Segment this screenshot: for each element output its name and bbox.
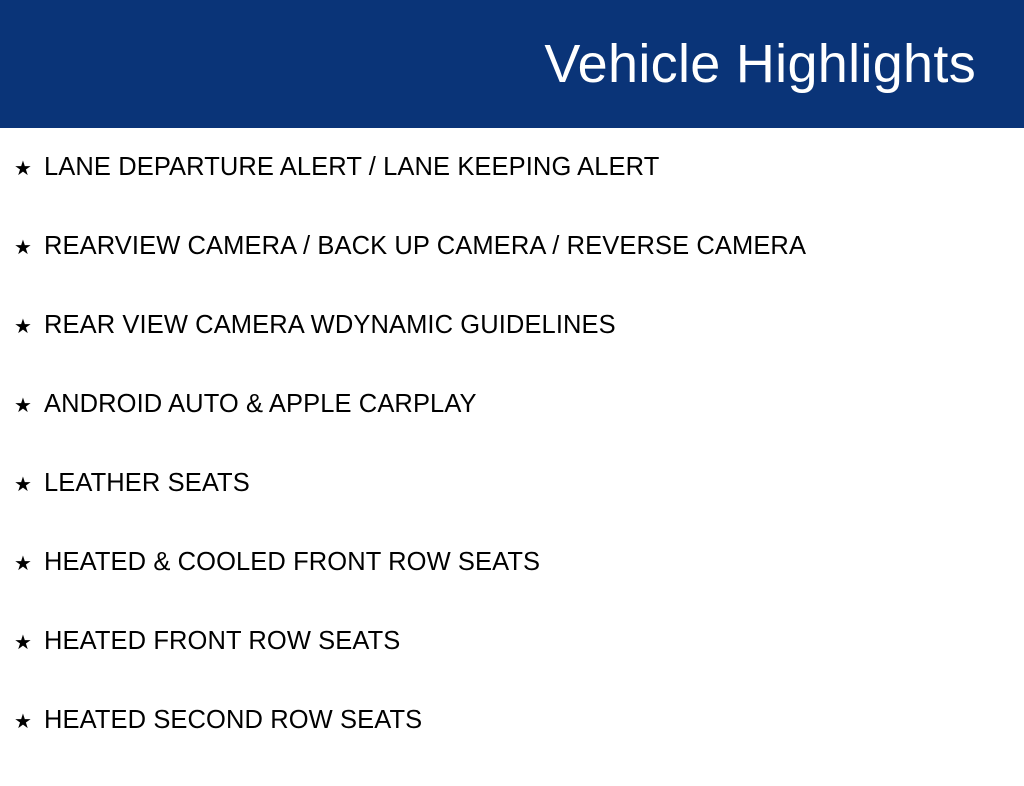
list-item: [0, 628, 1024, 707]
list-item: [0, 470, 1024, 549]
list-item-label: LANE DEPARTURE ALERT / LANE KEEPING ALERT: [44, 153, 660, 181]
slide-content: [0, 128, 1024, 768]
vehicle-highlights-list: [0, 154, 1024, 786]
list-item: [0, 233, 1024, 312]
list-item-label: REAR VIEW CAMERA WDYNAMIC GUIDELINES: [44, 311, 616, 339]
star-bullet-icon: ★: [14, 711, 32, 733]
slide-header: [0, 0, 1024, 128]
list-item: [0, 549, 1024, 628]
star-bullet-icon: ★: [14, 237, 32, 259]
page-title: Vehicle Highlights: [544, 34, 976, 94]
list-item: [0, 154, 1024, 233]
list-item-label: REARVIEW CAMERA / BACK UP CAMERA / REVERSE CAMERA: [44, 232, 807, 260]
star-bullet-icon: ★: [14, 553, 32, 575]
star-bullet-icon: ★: [14, 158, 32, 180]
list-item-label: ANDROID AUTO & APPLE CARPLAY: [44, 390, 477, 418]
list-item: [0, 707, 1024, 786]
list-item: [0, 312, 1024, 391]
list-item-label: HEATED SECOND ROW SEATS: [44, 706, 423, 734]
star-bullet-icon: ★: [14, 316, 32, 338]
list-item: [0, 391, 1024, 470]
star-bullet-icon: ★: [14, 474, 32, 496]
list-item-label: HEATED & COOLED FRONT ROW SEATS: [44, 548, 541, 576]
star-bullet-icon: ★: [14, 632, 32, 654]
list-item-label: LEATHER SEATS: [44, 469, 250, 497]
star-bullet-icon: ★: [14, 395, 32, 417]
list-item-label: HEATED FRONT ROW SEATS: [44, 627, 401, 655]
